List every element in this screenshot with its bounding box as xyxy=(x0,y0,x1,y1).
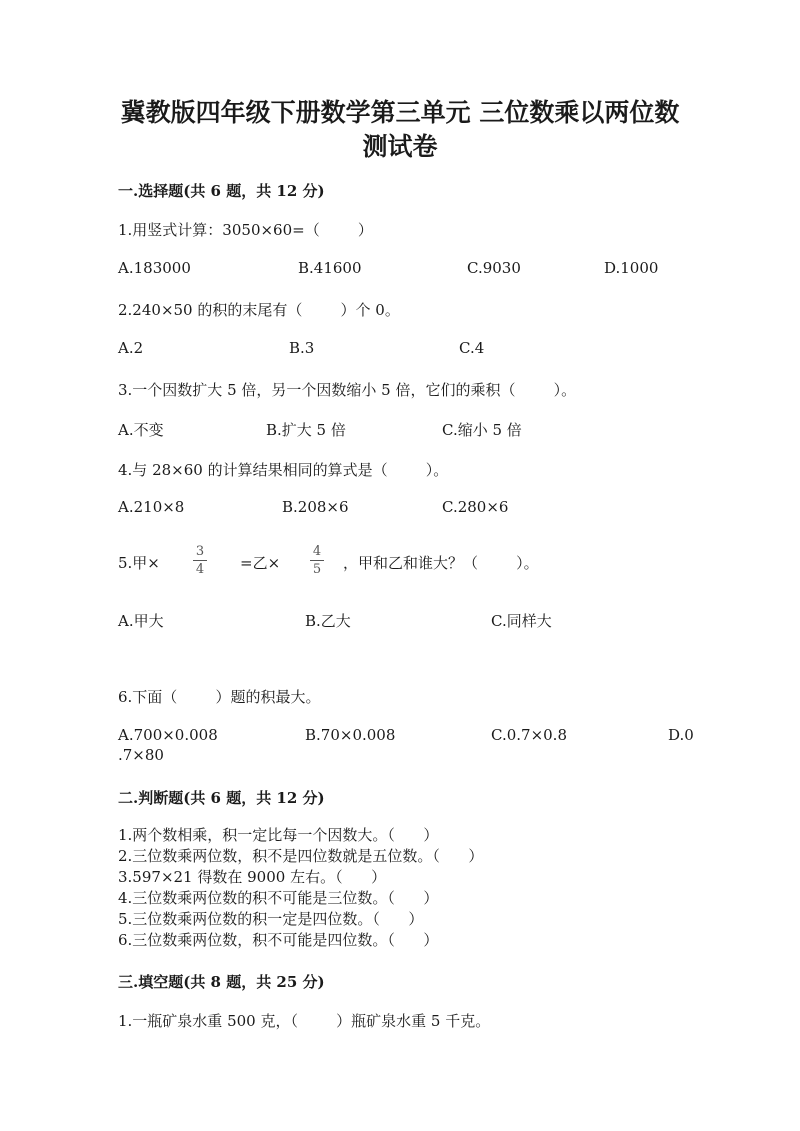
true-false-item-6: 6.三位数乘两位数，积不可能是四位数。（ ） xyxy=(118,931,439,949)
section-heading-true-false: 二.判断题(共 6 题，共 12 分) xyxy=(118,789,325,807)
fraction-four-fifths xyxy=(310,544,324,577)
choice-question-1: 1.用竖式计算：3050×60=（ ） xyxy=(118,221,373,239)
exam-title-line1: 冀教版四年级下册数学第三单元 三位数乘以两位数 xyxy=(120,98,680,127)
q1-option-a: A.183000 xyxy=(118,259,191,277)
true-false-item-5: 5.三位数乘两位数的积一定是四位数。（ ） xyxy=(118,910,424,928)
q3-option-b: B.扩大 5 倍 xyxy=(266,421,346,439)
true-false-item-2: 2.三位数乘两位数，积不是四位数就是五位数。（ ） xyxy=(118,847,484,865)
section-heading-fill-blank: 三.填空题(共 8 题，共 25 分) xyxy=(118,973,325,991)
fraction-three-quarters xyxy=(193,544,207,577)
section-heading-choice: 一.选择题(共 6 题，共 12 分) xyxy=(118,182,325,200)
fraction-bar xyxy=(193,560,207,561)
q2-option-c: C.4 xyxy=(459,339,485,357)
q6-option-d-wrap: .7×80 xyxy=(118,746,164,764)
fraction-denominator: 4 xyxy=(195,562,205,577)
q4-option-b: B.208×6 xyxy=(282,498,349,516)
q3-option-a: A.不变 xyxy=(118,421,164,439)
fraction-numerator: 3 xyxy=(195,544,205,559)
choice-question-5-prefix: 5.甲× xyxy=(118,554,160,572)
q2-option-b: B.3 xyxy=(289,339,315,357)
q3-option-c: C.缩小 5 倍 xyxy=(442,421,522,439)
q6-option-b: B.70×0.008 xyxy=(305,726,396,744)
q6-option-d: D.0 xyxy=(668,726,694,744)
choice-question-5-suffix: ，甲和乙和谁大？（ ）。 xyxy=(343,554,539,572)
fraction-denominator: 5 xyxy=(312,562,322,577)
fraction-bar xyxy=(310,560,324,561)
q5-option-c: C.同样大 xyxy=(491,612,552,630)
q5-option-b: B.乙大 xyxy=(305,612,351,630)
choice-question-2: 2.240×50 的积的末尾有（ ）个 0。 xyxy=(118,301,400,319)
choice-question-4: 4.与 28×60 的计算结果相同的算式是（ ）。 xyxy=(118,461,449,479)
choice-question-6: 6.下面（ ）题的积最大。 xyxy=(118,688,321,706)
fill-blank-question-1: 1.一瓶矿泉水重 500 克，（ ）瓶矿泉水重 5 千克。 xyxy=(118,1012,491,1030)
choice-question-3: 3.一个因数扩大 5 倍，另一个因数缩小 5 倍，它们的乘积（ ）。 xyxy=(118,381,577,399)
q1-option-b: B.41600 xyxy=(298,259,362,277)
q1-option-c: C.9030 xyxy=(467,259,521,277)
true-false-item-4: 4.三位数乘两位数的积不可能是三位数。（ ） xyxy=(118,889,439,907)
q4-option-c: C.280×6 xyxy=(442,498,509,516)
exam-title-line2: 测试卷 xyxy=(362,132,438,161)
q6-option-a: A.700×0.008 xyxy=(118,726,218,744)
q1-option-d: D.1000 xyxy=(604,259,659,277)
choice-question-5-middle: =乙× xyxy=(240,554,281,572)
q5-option-a: A.甲大 xyxy=(118,612,164,630)
true-false-item-3: 3.597×21 得数在 9000 左右。（ ） xyxy=(118,868,387,886)
q2-option-a: A.2 xyxy=(118,339,144,357)
q4-option-a: A.210×8 xyxy=(118,498,185,516)
q6-option-c: C.0.7×0.8 xyxy=(491,726,567,744)
fraction-numerator: 4 xyxy=(312,544,322,559)
true-false-item-1: 1.两个数相乘，积一定比每一个因数大。（ ） xyxy=(118,826,439,844)
